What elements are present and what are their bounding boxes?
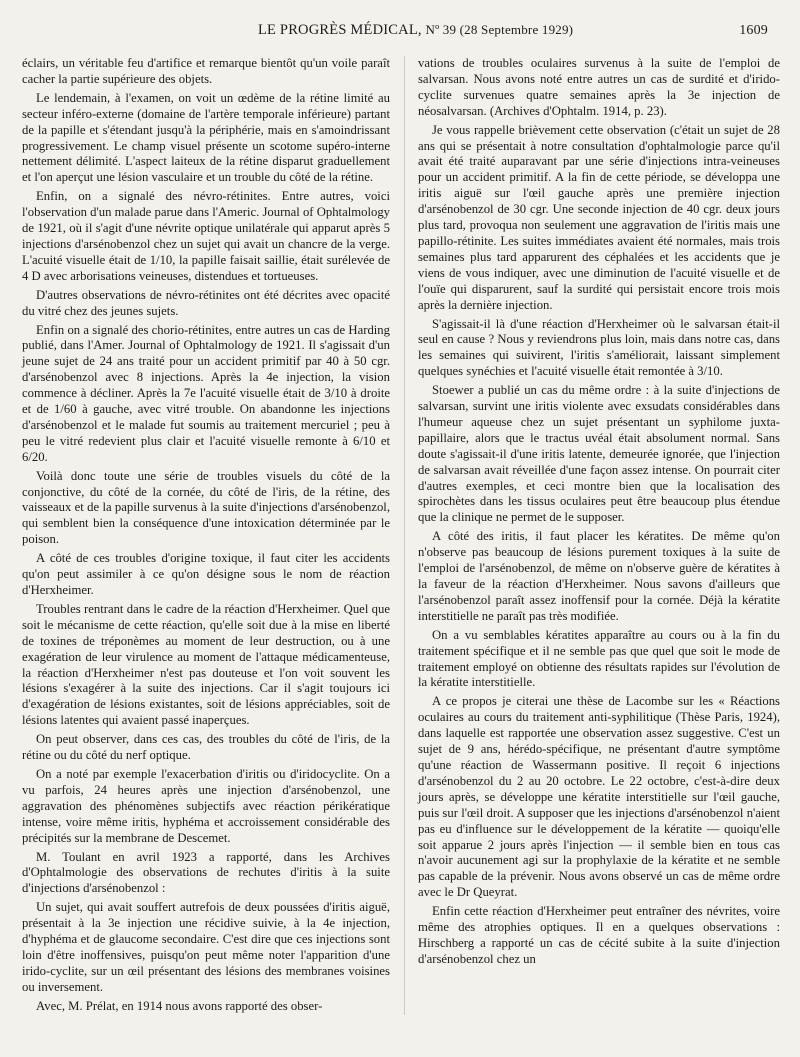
paragraph: A côté des iritis, il faut placer les kératites. De même qu'on n'observe pas beaucoup de lésions purement toxiques à la suite de l'emploi de l'arsénobenzol, de même on n'observe guère de kératites à la faveur de la réaction d'Herxheimer. Nous savons d'ailleurs que l'arsénobenzol paraît assez inoffensif pour la cornée. Déjà la kératite interstitielle ne paraît pas très modifiée. xyxy=(418,529,780,623)
left-column xyxy=(22,56,390,1015)
text-columns xyxy=(22,56,780,1015)
running-header xyxy=(22,22,780,42)
paragraph: A ce propos je citerai une thèse de Lacombe sur les « Réactions oculaires au cours du traitement anti-syphilitique (Thèse Paris, 1924), dans laquelle est rapportée une observation assez suggestive. C'est un sujet de 9 ans, hérédo-spécifique, ne présentant d'autre symptôme qu'une réaction de Wassermann positive. Il reçoit 6 injections d'arsénobenzol du 2 au 20 octobre. Le 22 octobre, c'est-à-dire deux jours après, se développe une kératite interstitielle sur l'œil gauche, puis sur l'œil droit. A supposer que les injections d'arsénobenzol n'aient pas eu d'influence sur le développement de la kératite — quoiqu'elle soit apparue 2 jours après l'injection — il semble bien en tous cas n'avoir aucunement agi sur la prophylaxie de la kératite et ne semble pas capable de la prévenir. Nous avons observé un cas de même ordre avec le Dr Queyrat. xyxy=(418,694,780,900)
paragraph: Je vous rappelle brièvement cette observation (c'était un sujet de 28 ans qui se présentait à notre consultation d'ophtalmologie parce qu'il avait été traité auparavant par une série d'injections intra-veineuses pour un accident primitif. A la fin de cette période, se développa une iritis aiguë sur l'œil gauche après une première injection d'arsénobenzol de 30 cgr. Une seconde injection de 40 cgr. deux jours plus tard, provoqua non seulement une aggravation de l'iritis mais une papillo-rétinite. Les suites immédiates avaient été normales, mais trois semaines plus tard apparurent des céphalées et les accidents que je viens de vous indiquer, avec une diminution de l'acuité visuelle et de l'ouïe qui disparurent, sauf la surdité qui persistait encore trois mois après la dernière injection. xyxy=(418,122,780,312)
paragraph: M. Toulant en avril 1923 a rapporté, dans les Archives d'Ophtalmologie des observations de rechutes d'iritis à la suite d'injections d'arsénobenzol : xyxy=(22,849,390,896)
paragraph: Stoewer a publié un cas du même ordre : à la suite d'injections de salvarsan, survint une iritis violente avec exsudats considérables dans l'humeur aqueuse chez un sujet présentant un syphilome juxta-papillaire, alors que le tractus uvéal était absolument normal. Sans doute s'agissait-il d'une iritis latente, demeurée ignorée, que l'injection de salvarsan avait réveillée d'une façon assez intense. On pourrait citer d'autres exemples, et ceci montre bien que la localisation des spirochètes dans les tissus oculaires peut être beaucoup plus étendue que la clinique ne permet de le supposer. xyxy=(418,383,780,525)
paragraph: Un sujet, qui avait souffert autrefois de deux poussées d'iritis aiguë, présentait à la 3e injection une récidive suivie, à la 4e injection, d'hyphéma et de glaucome secondaire. C'est dire que ces injections sont loin d'être inoffensives, puisqu'on peut même noter l'apparition d'une irido-cyclite, sur un œil présentant des lésions des membranes voisines ou inversement. xyxy=(22,900,390,994)
paragraph: Le lendemain, à l'examen, on voit un œdème de la rétine limité au secteur inféro-externe (domaine de l'artère temporale inférieure) partant de la papille et s'étendant jusqu'à la périphérie, mais en s'amoindrissant progressivement. Le champ visuel présente un scotome supéro-interne nettement délimité. L'aspect laiteux de la rétine disparut graduellement et l'on aperçut une lésion vasculaire et un trouble du côté de la rétine. xyxy=(22,90,390,185)
column-divider xyxy=(404,56,405,1015)
paragraph: Enfin cette réaction d'Herxheimer peut entraîner des névrites, voire même des atrophies optiques. Il en a quelques observations : Hirschberg a rapporté un cas de cécité subite à la suite d'injection d'arsénobenzol chez un xyxy=(418,904,780,966)
journal-name: LE PROGRÈS MÉDICAL, xyxy=(257,22,422,38)
header-title xyxy=(22,22,739,39)
paragraph: S'agissait-il là d'une réaction d'Herxheimer où le salvarsan était-il seul en cause ? Nous y reviendrons plus loin, mais dans notre cas, dans les semaines qui suivirent, l'iritis s'améliorait, laissant simplement quelques synéchies et l'acuité visuelle était remontée à 3/10. xyxy=(418,316,780,379)
paragraph: Voilà donc toute une série de troubles visuels du côté de la conjonctive, du côté de la cornée, du côté de l'iris, de la rétine, des vaisseaux et de la papille survenus à la suite d'injections d'arsénobenzol, qui semblent bien la conséquence d'une intoxication déterminée par le poison. xyxy=(22,468,390,547)
right-column xyxy=(418,56,780,1015)
paragraph: On peut observer, dans ces cas, des troubles du côté de l'iris, de la rétine ou du côté du nerf optique. xyxy=(22,732,390,763)
paragraph: Enfin on a signalé des chorio-rétinites, entre autres un cas de Harding publié, dans l'Amer. Journal of Ophtalmology de 1921. Il s'agissait d'un jeune sujet de 24 ans traité pour un accident primitif par 40 à 50 cgr. d'arsénobenzol avec 8 injections. Après la 4e injection, la vision commence à décliner. Après la 7e l'acuité visuelle était de 3/10 à droite et de 1/60 à gauche, avec vitré trouble. On abandonne les injections d'arsénobenzol et le malade fut soumis au traitement mercuriel ; peu à peu le vitré redevient plus clair et l'acuité visuelle remonte à 6/10 et 6/20. xyxy=(22,322,390,464)
paragraph: On a vu semblables kératites apparaître au cours ou à la fin du traitement spécifique et il ne semble pas que quel que soit le mode de traitement employé on obtienne des résultats rapides sur l'évolution de la kératite interstitielle. xyxy=(418,627,780,690)
paragraph: éclairs, un véritable feu d'artifice et remarque bientôt qu'un voile paraît cacher la partie supérieure des objets. xyxy=(22,56,390,86)
paragraph: A côté de ces troubles d'origine toxique, il faut citer les accidents qu'on peut assimiler à ce qu'on désigne sous le nom de réaction d'Herxheimer. xyxy=(22,551,390,597)
paragraph: Enfin, on a signalé des névro-rétinites. Entre autres, voici l'observation d'un malade parue dans l'Americ. Journal of Ophtalmology de 1921, où il s'agit d'une névrite optique unilatérale qui apparut après 5 injections d'arsénobenzol chez un sujet qui avait un chancre de la verge. L'acuité visuelle était de 1/10, la papille faisait saillie, était surélevée de 4 D avec arborisations veineuses, distendues et tortueuses. xyxy=(22,189,391,283)
paragraph: On a noté par exemple l'exacerbation d'iritis ou d'iridocyclite. On a vu parfois, 24 heures après une injection d'arsénobenzol, une aggravation des phénomènes subjectifs avec réaction périkératique intense, voire même iritis, hyphéma et accroissement considérable des précipités sur la membrane de Descemet. xyxy=(22,766,390,845)
paragraph: vations de troubles oculaires survenus à la suite de l'emploi de salvarsan. Nous avons noté entre autres un cas de surdité et d'irido-cyclite survenues quatre semaines après la 3e injection de néosalvarsan. (Archives d'Ophtalm. 1914, p. 23). xyxy=(418,56,780,118)
page-number: 1609 xyxy=(739,23,768,38)
paragraph: Avec, M. Prélat, en 1914 nous avons rapporté des obser- xyxy=(36,998,323,1013)
paragraph: Troubles rentrant dans le cadre de la réaction d'Herxheimer. Quel que soit le mécanisme de cette réaction, qu'elle soit due à la mise en liberté de toxines de tréponèmes au moment de leur destruction, ou à une exagération de leur virulence au moment de l'attaque médicamenteuse, la réaction d'Herxheimer n'est pas douteuse et l'on voit souvent les lésions s'exagérer à la suite des injections. Car il s'agit toujours ici d'exagération de lésions existantes, soit de lésions appréciables, soit de lésions latentes qui avaient passé inaperçues. xyxy=(22,601,390,728)
paragraph: D'autres observations de névro-rétinites ont été décrites avec opacité du vitré chez des jeunes sujets. xyxy=(22,287,390,318)
issue-info: Nº 39 (28 Septembre 1929) xyxy=(425,22,574,37)
